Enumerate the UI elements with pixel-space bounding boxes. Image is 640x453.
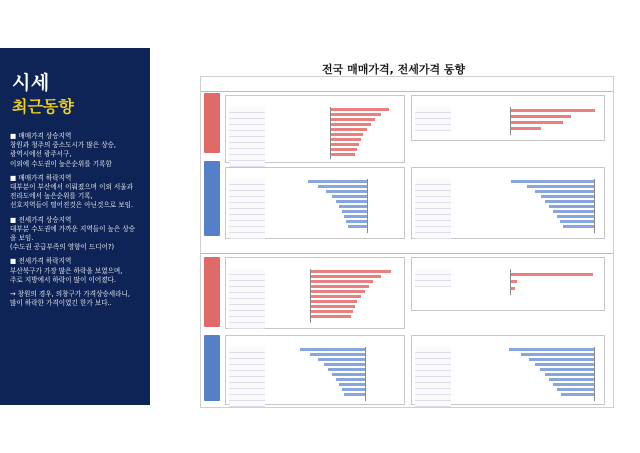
sale-section-header	[201, 81, 613, 92]
jeonse-section-header	[201, 243, 613, 254]
sidebar-body	[10, 132, 146, 313]
panel-bar-chart	[510, 107, 600, 135]
chart-bar	[328, 368, 365, 371]
paragraph-jeonse-up	[10, 216, 146, 253]
chart-bar	[311, 310, 353, 313]
paragraph-line: 주로 지방에서 하락이 많이 이어졌다.	[10, 275, 117, 284]
chart-bar	[509, 348, 594, 351]
sidebar-subtitle: 최근동향	[12, 97, 74, 116]
chart-bar	[344, 393, 365, 396]
chart-bar	[311, 315, 351, 318]
chart-bar	[331, 143, 359, 146]
panel-table	[415, 269, 451, 287]
chart-bar	[557, 215, 594, 218]
chart-bar	[511, 109, 595, 112]
chart-bar	[545, 200, 594, 203]
paragraph-line: 창원과 청주의 중소도시가 많은 상승,	[10, 141, 117, 150]
chart-bar	[311, 275, 381, 278]
chart-bar	[511, 121, 563, 124]
sale-down-district-panel	[225, 167, 405, 239]
chart-bar	[560, 220, 594, 223]
paragraph-sale-up	[10, 132, 146, 169]
sidebar-title: 시세	[12, 72, 50, 94]
chart-bar	[311, 270, 391, 273]
panel-table	[415, 107, 451, 131]
panel-table	[229, 347, 265, 407]
jeonse-up-city-panel	[411, 257, 605, 311]
chart-bar	[331, 108, 389, 111]
chart-bar	[311, 305, 355, 308]
chart-bar	[332, 373, 365, 376]
chart-axis	[367, 179, 368, 233]
paragraph-heading: ■ 매매가격 상승지역	[10, 132, 72, 140]
paragraph-jeonse-down	[10, 257, 146, 285]
panel-bar-chart	[294, 347, 366, 401]
panel-table	[229, 179, 265, 239]
chart-bar	[318, 358, 365, 361]
chart-bar	[300, 348, 365, 351]
sale-down-city-panel	[411, 167, 605, 239]
paragraph-heading: → 창원의 경우, 의창구가 가격상승세라니,	[10, 290, 131, 299]
paragraph-line: 이외에 수도권이 높은순위를 기록함	[10, 159, 112, 168]
chart-bar	[511, 127, 541, 130]
jeonse-down-district-panel	[225, 335, 405, 405]
page-title: 전국 매매가격, 전세가격 동향	[322, 63, 466, 76]
chart-bar	[331, 113, 381, 116]
paragraph-line: 을 보임.	[10, 234, 34, 243]
panel-bar-chart	[298, 179, 368, 233]
chart-bar	[511, 287, 515, 290]
report-image	[200, 76, 614, 408]
chart-bar	[331, 128, 367, 131]
paragraph-line: 부산북구가 가장 많은 하락을 보였으며,	[10, 266, 123, 275]
sale-up-district-panel	[225, 95, 405, 163]
chart-bar	[311, 290, 365, 293]
chart-bar	[331, 153, 355, 156]
chart-axis	[365, 347, 366, 401]
jeonse-down-tab	[204, 335, 220, 401]
chart-bar	[326, 190, 367, 193]
panel-bar-chart	[310, 269, 398, 323]
paragraph-heading: ■ 전세가격 하락지역	[10, 257, 72, 266]
panel-bar-chart	[330, 107, 400, 159]
paragraph-heading: ■ 매매가격 하락지역	[10, 173, 72, 182]
chart-bar	[336, 378, 365, 381]
paragraph-line: 대부분 수도권에 가까운 지역들이 높은 상승	[10, 224, 136, 233]
chart-bar	[535, 363, 594, 366]
chart-bar	[311, 285, 369, 288]
paragraph-line: (수도권 공급부족의 영향이 드디어?)	[10, 243, 115, 252]
chart-bar	[348, 225, 367, 228]
chart-axis	[594, 347, 595, 401]
jeonse-up-tab	[204, 257, 220, 327]
sidebar-panel	[0, 48, 150, 405]
chart-bar	[511, 280, 517, 283]
paragraph-line: 전라도에서 높은순위를 기록,	[10, 192, 93, 201]
chart-bar	[521, 353, 594, 356]
jeonse-down-city-panel	[411, 335, 605, 405]
chart-bar	[549, 205, 594, 208]
panel-table	[229, 269, 265, 329]
chart-bar	[527, 185, 594, 188]
chart-bar	[511, 115, 571, 118]
panel-table	[415, 347, 451, 407]
panel-table	[415, 179, 451, 239]
chart-bar	[344, 215, 367, 218]
chart-bar	[339, 205, 367, 208]
chart-bar	[308, 180, 367, 183]
sale-up-city-panel	[411, 95, 605, 141]
chart-bar	[553, 210, 594, 213]
chart-bar	[331, 118, 375, 121]
panel-table	[229, 107, 265, 167]
chart-bar	[511, 180, 594, 183]
chart-bar	[331, 123, 371, 126]
chart-bar	[541, 195, 594, 198]
chart-bar	[311, 280, 373, 283]
chart-bar	[540, 368, 594, 371]
chart-bar	[342, 210, 367, 213]
chart-bar	[553, 383, 594, 386]
chart-bar	[311, 300, 357, 303]
chart-bar	[311, 295, 361, 298]
chart-bar	[331, 148, 357, 151]
panel-bar-chart	[510, 269, 598, 295]
chart-bar	[324, 363, 365, 366]
jeonse-up-district-panel	[225, 257, 405, 329]
paragraph-heading: ■ 전세가격 상승지역	[10, 215, 72, 224]
sale-up-tab	[204, 93, 220, 153]
chart-bar	[511, 273, 593, 276]
paragraph-note	[10, 290, 146, 308]
chart-bar	[318, 185, 367, 188]
chart-bar	[331, 138, 361, 141]
panel-bar-chart	[507, 347, 595, 401]
paragraph-line: 광역시에선 광주서구,	[10, 150, 72, 159]
chart-bar	[549, 378, 594, 381]
chart-bar	[336, 200, 367, 203]
paragraph-line: 선호지역들이 떨어진것은 아닌것으로 보임.	[10, 201, 134, 210]
chart-bar	[342, 388, 365, 391]
chart-bar	[557, 388, 594, 391]
chart-bar	[339, 383, 365, 386]
chart-bar	[535, 190, 594, 193]
chart-bar	[331, 133, 363, 136]
chart-bar	[529, 358, 594, 361]
chart-bar	[332, 195, 367, 198]
paragraph-line: 대부분이 부산에서 이뤄졌으며 이외 서울과	[10, 183, 134, 192]
chart-bar	[545, 373, 594, 376]
chart-bar	[346, 220, 367, 223]
panel-bar-chart	[507, 179, 595, 233]
chart-axis	[594, 179, 595, 233]
paragraph-sale-down	[10, 174, 146, 211]
chart-bar	[563, 225, 594, 228]
chart-bar	[561, 393, 594, 396]
sale-down-tab	[204, 161, 220, 236]
paragraph-line: 많이 하락한 가격이였긴 한가 보다..	[10, 299, 112, 308]
chart-bar	[310, 353, 365, 356]
